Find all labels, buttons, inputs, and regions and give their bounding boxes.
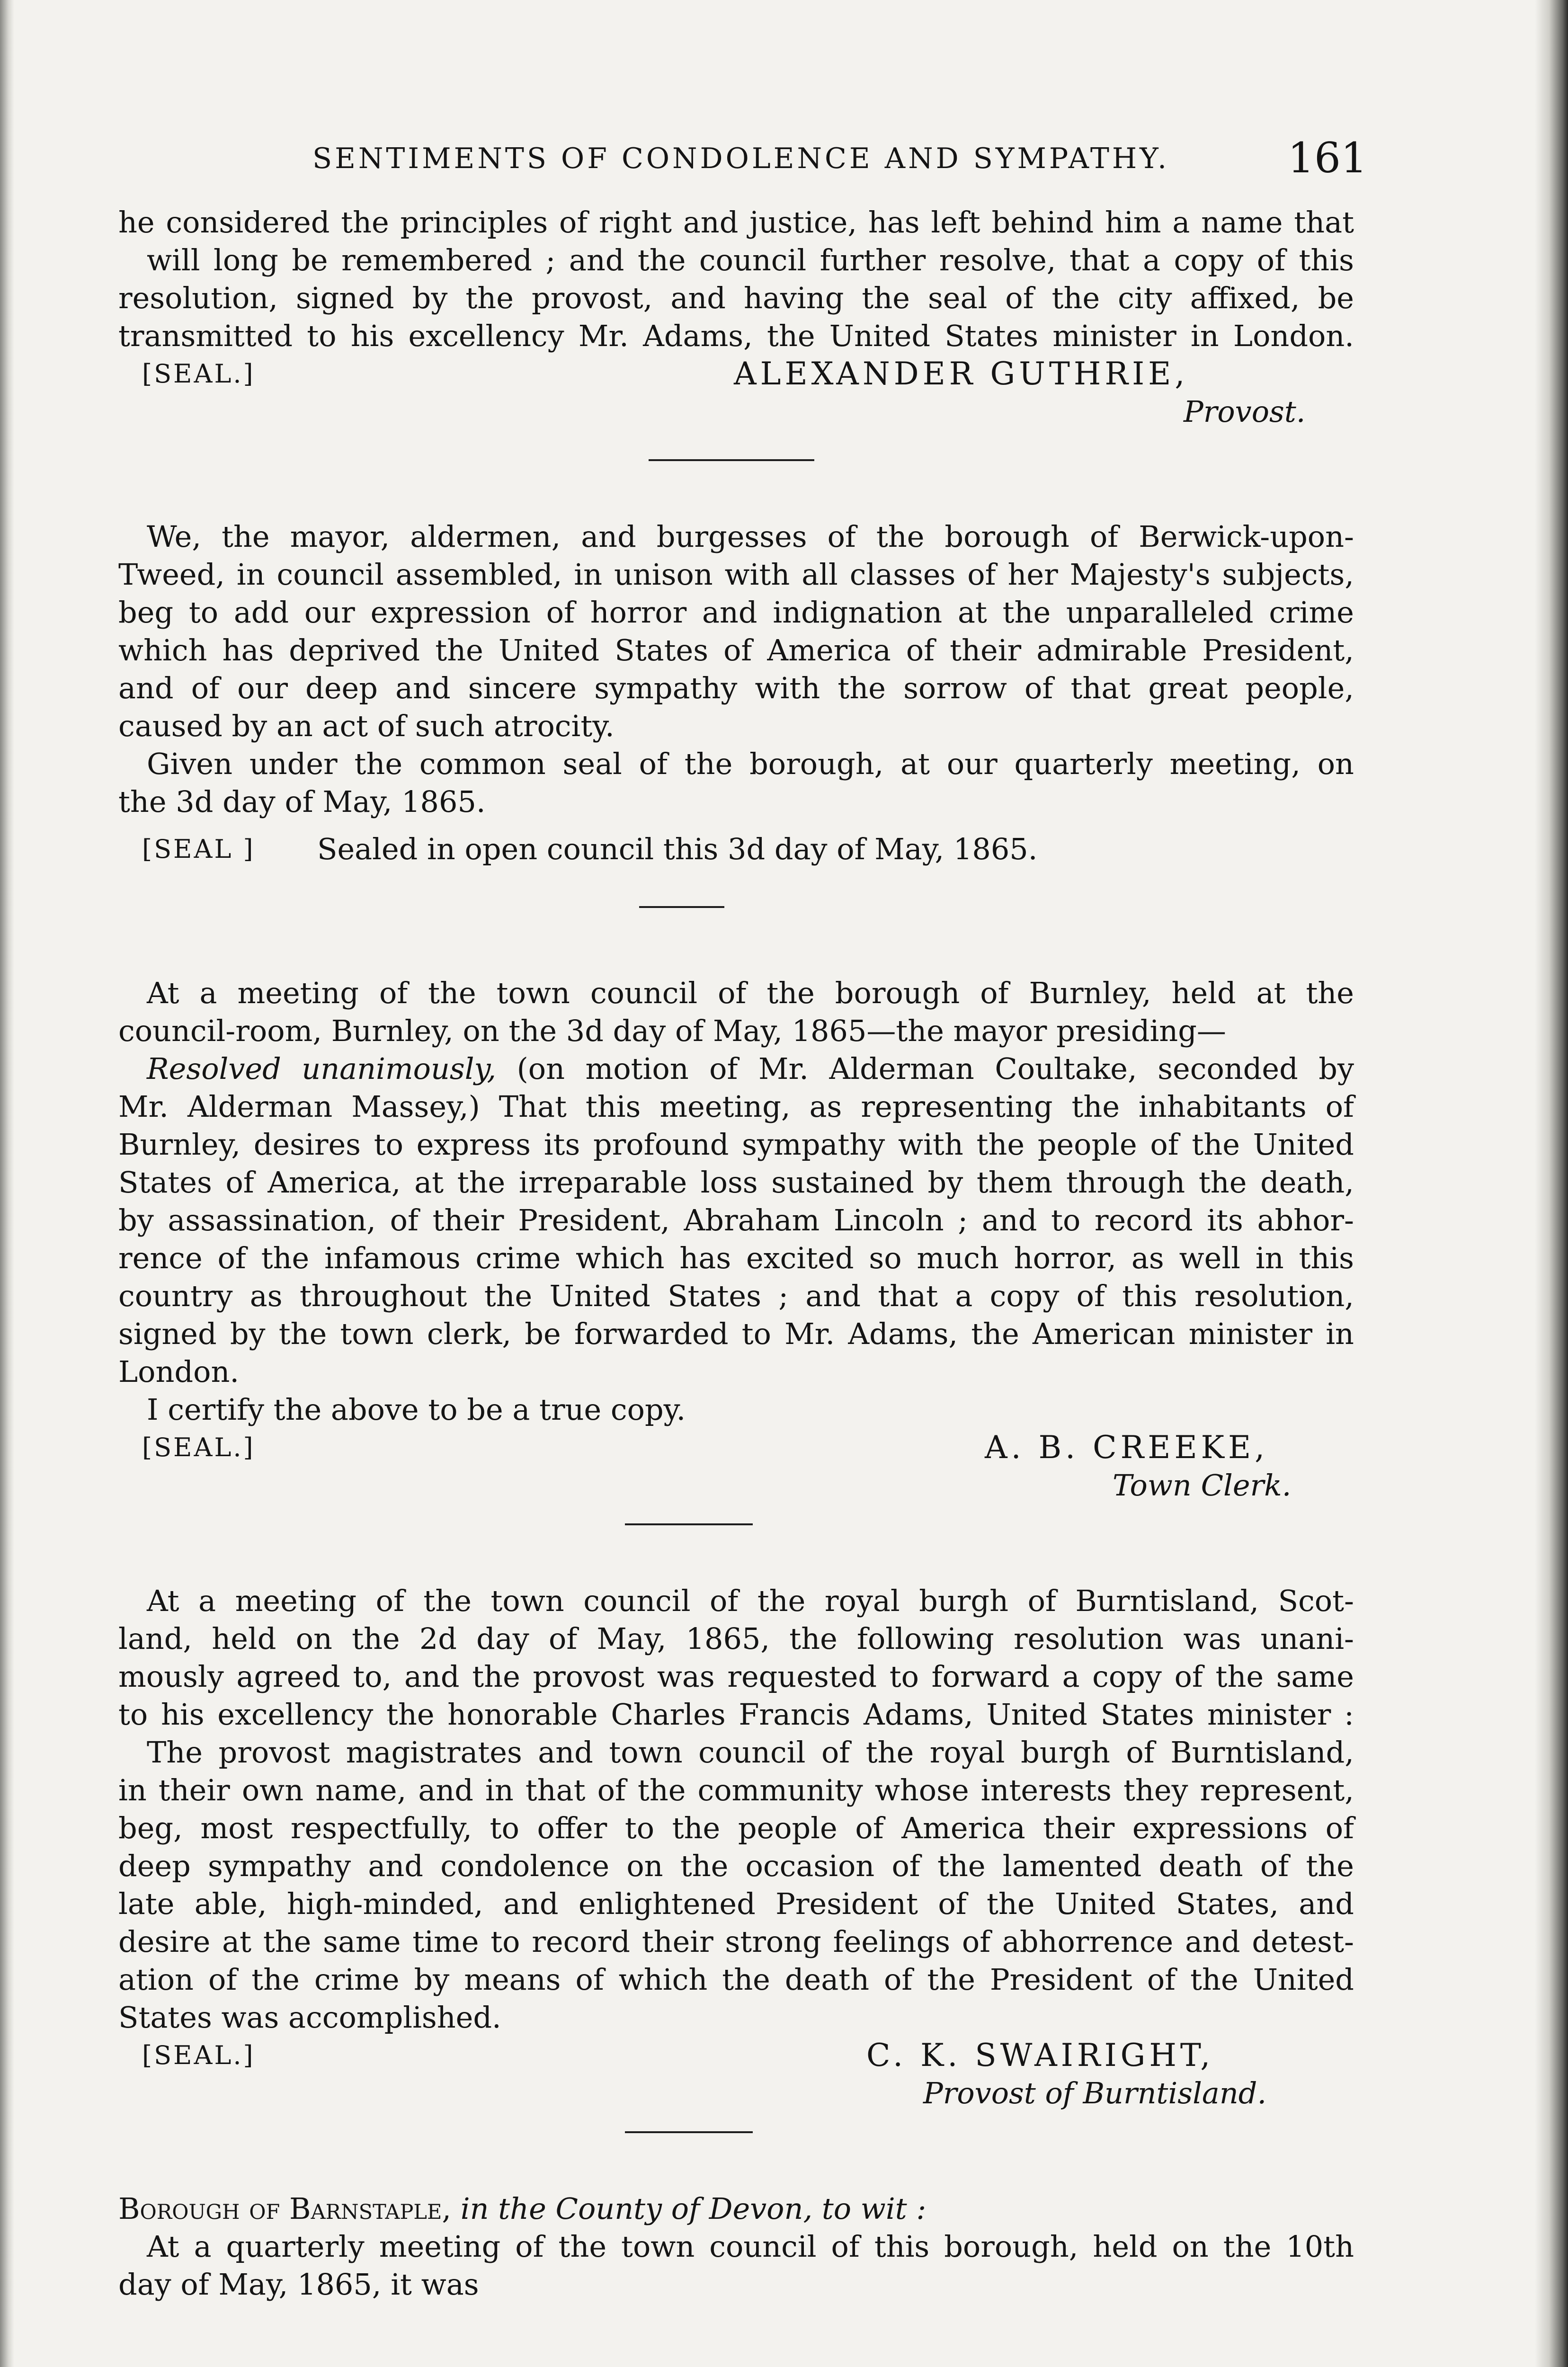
seal-row [118, 830, 1354, 868]
signatory-name: C. K. SWAIRIGHT, [866, 2037, 1214, 2073]
county-phrase: in the County of Devon, to wit : [451, 2191, 927, 2226]
text-line: We, the mayor, aldermen, and burgesses of the borough of Berwick-upon- [147, 519, 1354, 554]
text-line: day of May, 1865, it was [118, 2267, 479, 2302]
signature-row [118, 355, 1354, 393]
text-line: mously agreed to, and the provost was requested to forward a copy of the same [118, 1659, 1354, 1694]
signature-row [118, 1429, 1354, 1467]
text-line: late able, high-minded, and enlightened President of the United States, and [118, 1886, 1354, 1921]
resolved-text: (on motion of Mr. Alderman Coultake, seconded by [496, 1051, 1354, 1086]
text-line: country as throughout the United States ; and that a copy of this resolution, [118, 1279, 1354, 1313]
certify-line: I certify the above to be a true copy. [147, 1392, 686, 1427]
signatory-name: A. B. CREEKE, [985, 1429, 1269, 1466]
text-line: will long be remembered ; and the council further resolve, that a copy of this [147, 243, 1354, 277]
text-line: he considered the principles of right and justice, has left behind him a name that [118, 205, 1354, 240]
text-line: At a meeting of the town council of the borough of Burnley, held at the [147, 976, 1354, 1010]
signature-title-row [118, 2074, 1354, 2112]
text-line: Mr. Alderman Massey,) That this meeting, as representing the inhabitants of [118, 1089, 1354, 1124]
text-line: by assassination, of their President, Abraham Lincoln ; and to record its abhor- [118, 1203, 1354, 1237]
text-line: Given under the common seal of the borough, at our quarterly meeting, on [147, 747, 1354, 781]
signatory-title: Provost of Burntisland. [923, 2076, 1267, 2110]
text-line: The provost magistrates and town council of the royal burgh of Burntisland, [147, 1735, 1354, 1770]
text-line [118, 1050, 1354, 1088]
text-line: land, held on the 2d day of May, 1865, the following resolution was unani- [118, 1621, 1354, 1656]
berwick-section [118, 518, 1354, 868]
signatory-title: Town Clerk. [1113, 1468, 1292, 1503]
page-edge-right [1535, 0, 1568, 2367]
text-line: At a quarterly meeting of the town council of this borough, held on the 10th [147, 2229, 1354, 2264]
running-head: SENTIMENTS OF CONDOLENCE AND SYMPATHY. [312, 142, 1170, 175]
barnstaple-section [118, 2190, 1354, 2304]
text-line: rence of the infamous crime which has excited so much horror, as well in this [118, 1241, 1354, 1275]
guthrie-section [118, 204, 1354, 431]
signature-title-row [118, 1467, 1354, 1504]
text-line: beg, most respectfully, to offer to the people of America their expressions of [118, 1811, 1354, 1845]
text-line: London. [118, 1354, 240, 1389]
sealed-statement: Sealed in open council this 3d day of May, 1865. [317, 832, 1038, 866]
document-body [118, 204, 1354, 2304]
signature-row [118, 2037, 1354, 2074]
text-line: States of America, at the irreparable loss sustained by them through the death, [118, 1165, 1354, 1200]
signatory-title: Provost. [1184, 394, 1306, 429]
seal-mark: [SEAL.] [142, 2040, 255, 2070]
text-line: signed by the town clerk, be forwarded to Mr. Adams, the American minister in [118, 1317, 1354, 1351]
text-line: resolution, signed by the provost, and having the seal of the city affixed, be [118, 281, 1354, 315]
text-line: caused by an act of such atrocity. [118, 709, 615, 743]
text-line: council-room, Burnley, on the 3d day of May, 1865—the mayor presiding— [118, 1014, 1226, 1048]
seal-mark: [SEAL.] [142, 359, 255, 389]
text-line: and of our deep and sincere sympathy with the sorrow of that great people, [118, 671, 1354, 705]
borough-name: Borough of Barnstaple, [118, 2191, 452, 2226]
section-heading [118, 2190, 1354, 2228]
seal-mark: [SEAL.] [142, 1433, 255, 1462]
text-line: Tweed, in council assembled, in unison with all classes of her Majesty's subjects, [118, 557, 1354, 592]
page-number: 161 [1288, 133, 1367, 182]
text-line: which has deprived the United States of America of their admirable President, [118, 633, 1354, 667]
text-line: beg to add our expression of horror and indignation at the unparalleled crime [118, 595, 1354, 630]
text-line: transmitted to his excellency Mr. Adams, the United States minister in London. [118, 319, 1354, 353]
page-header [312, 133, 1367, 189]
burntisland-section [118, 1582, 1354, 2112]
signatory-name: ALEXANDER GUTHRIE, [734, 356, 1189, 392]
text-line: in their own name, and in that of the community whose interests they represent, [118, 1773, 1354, 1807]
text-line: the 3d day of May, 1865. [118, 784, 486, 819]
text-line: Burnley, desires to express its profound sympathy with the people of the United [118, 1127, 1354, 1162]
seal-mark: [SEAL ] [142, 834, 255, 864]
page-edge-left [0, 0, 14, 2367]
burnley-section [118, 974, 1354, 1504]
signature-title-row [118, 393, 1354, 431]
text-line: States was accomplished. [118, 2000, 501, 2035]
resolved-label: Resolved unanimously, [147, 1051, 497, 1086]
text-line: At a meeting of the town council of the royal burgh of Burntisland, Scot- [147, 1584, 1354, 1618]
text-line: desire at the same time to record their strong feelings of abhorrence and detest- [118, 1924, 1354, 1959]
text-line: ation of the crime by means of which the death of the President of the United [118, 1962, 1354, 1997]
text-line: deep sympathy and condolence on the occasion of the lamented death of the [118, 1849, 1354, 1883]
text-line: to his excellency the honorable Charles Francis Adams, United States minister : [118, 1697, 1354, 1732]
